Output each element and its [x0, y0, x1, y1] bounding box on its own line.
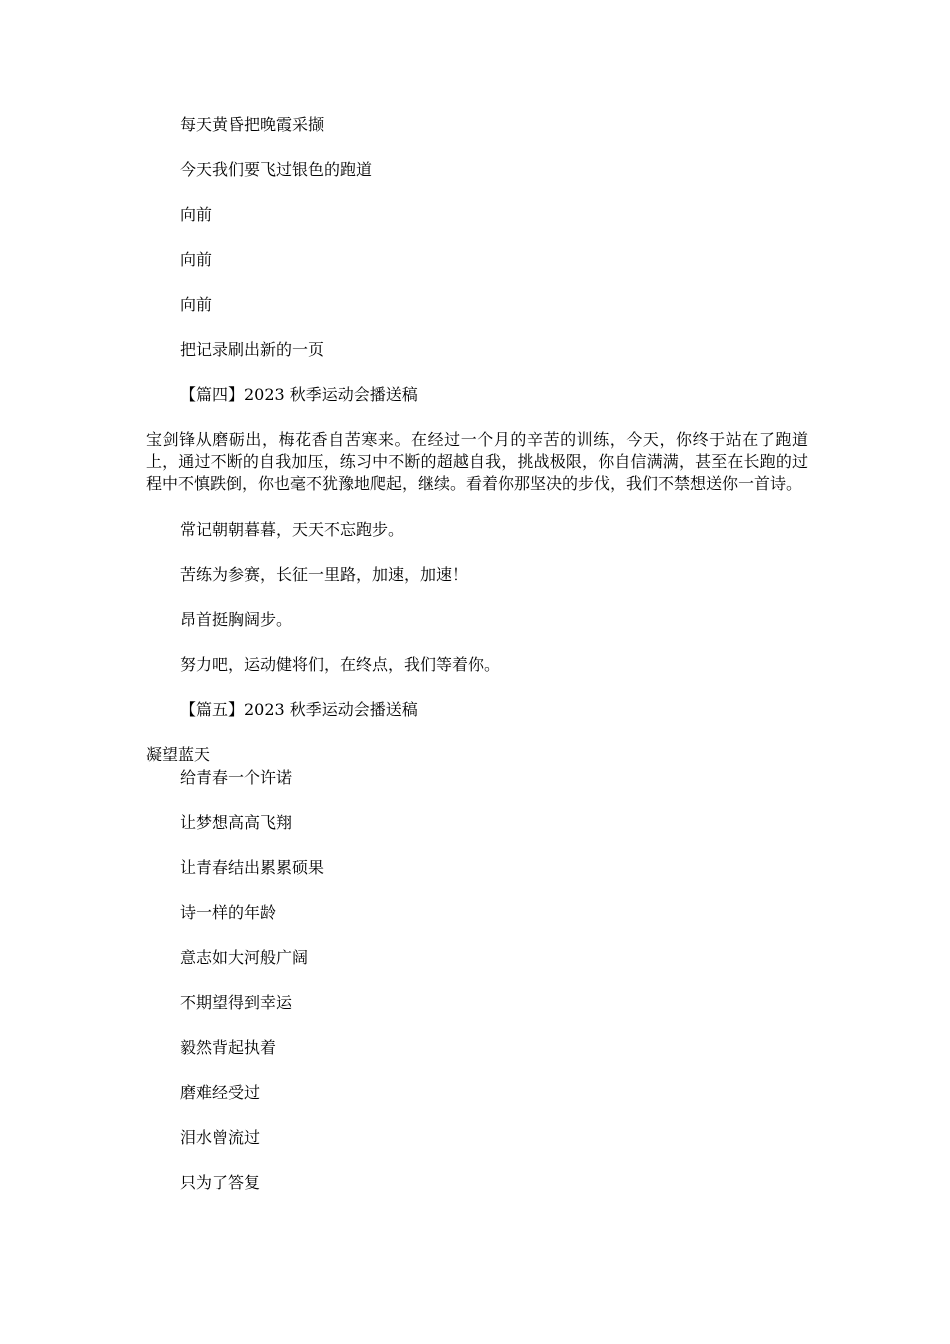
poem-line: 磨难经受过 — [180, 1083, 261, 1102]
poem-line: 今天我们要飞过银色的跑道 — [180, 160, 373, 179]
poem-line: 凝望蓝天 — [146, 745, 211, 764]
poem-line: 只为了答复 — [180, 1173, 261, 1192]
poem-line: 毅然背起执着 — [180, 1038, 277, 1057]
poem-line: 不期望得到幸运 — [180, 993, 293, 1012]
poem-line: 给青春一个许诺 — [180, 768, 293, 787]
poem-line: 常记朝朝暮暮，天天不忘跑步。 — [180, 520, 405, 539]
poem-line: 意志如大河般广阔 — [180, 948, 309, 967]
poem-line: 苦练为参赛，长征一里路，加速，加速！ — [180, 565, 469, 584]
poem-line: 向前 — [180, 250, 213, 269]
poem-line: 让梦想高高飞翔 — [180, 813, 293, 832]
poem-line: 向前 — [180, 295, 213, 314]
poem-line: 昂首挺胸阔步。 — [180, 610, 293, 629]
poem-line: 努力吧，运动健将们，在终点，我们等着你。 — [180, 655, 501, 674]
poem-line: 让青春结出累累硕果 — [180, 858, 325, 877]
section-heading-4: 【篇四】2023 秋季运动会播送稿 — [180, 385, 418, 404]
poem-line: 向前 — [180, 205, 213, 224]
section-heading-5: 【篇五】2023 秋季运动会播送稿 — [180, 700, 418, 719]
poem-line: 泪水曾流过 — [180, 1128, 261, 1147]
section4-paragraph: 宝剑锋从磨砺出，梅花香自苦寒来。在经过一个月的辛苦的训练，今天，你终于站在了跑道上，通过不断的自我加压，练习中不断的超越自我，挑战极限，你自信满满，甚至在长跑的过程中不慎跌倒，你也毫不犹豫地爬起，继续。看着你那坚决的步伐，我们不禁想送你一首诗。 — [146, 430, 808, 493]
poem-line: 每天黄昏把晚霞采撷 — [180, 115, 325, 134]
poem-line: 把记录刷出新的一页 — [180, 340, 325, 359]
poem-line: 诗一样的年龄 — [180, 903, 277, 922]
